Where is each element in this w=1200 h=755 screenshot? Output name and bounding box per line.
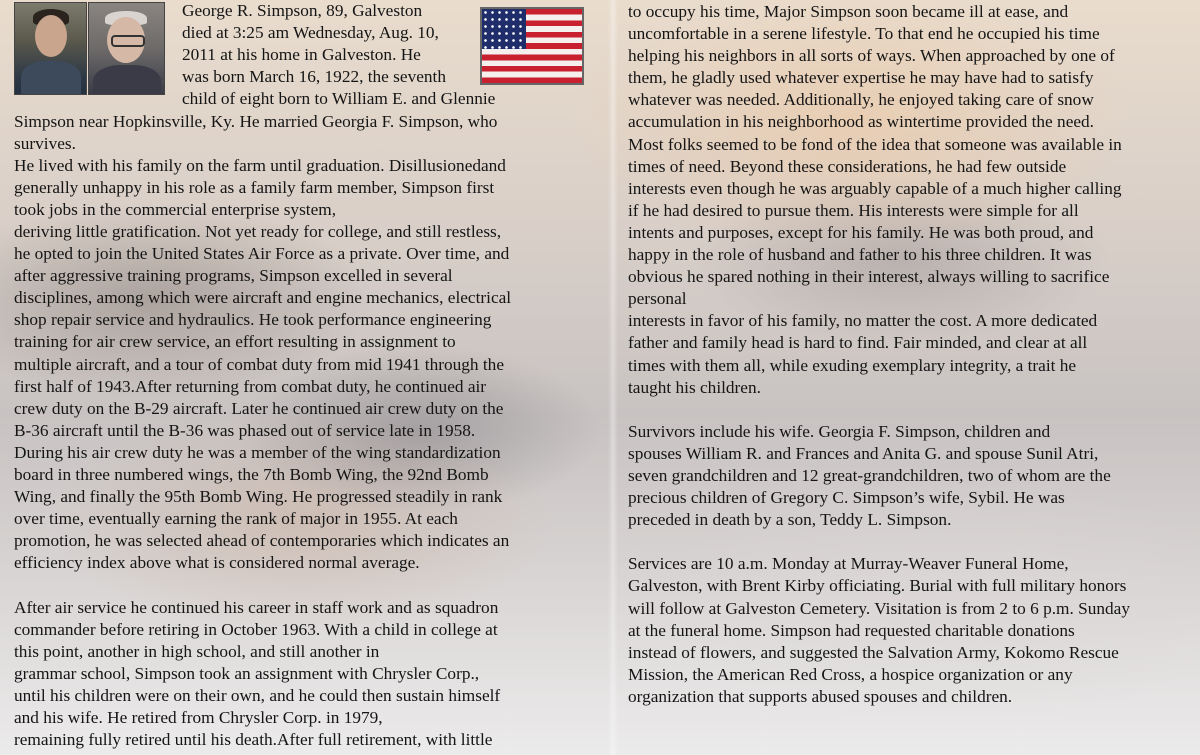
text-line: efficiency index above what is considered normal average.	[14, 553, 420, 573]
text-line: 2011 at his home in Galveston. He	[182, 45, 421, 65]
text-line: after aggressive training programs, Simpson excelled in several	[14, 266, 453, 286]
text-line: this point, another in high school, and still another in	[14, 641, 380, 661]
text-line: seven grandchildren and 12 great-grandchildren, two of whom are the	[628, 465, 1111, 485]
text-line: grammar school, Simpson took an assignment with Chrysler Corp.,	[14, 663, 480, 683]
text-line: instead of flowers, and suggested the Salvation Army, Kokomo Rescue	[628, 642, 1119, 662]
text-line: survives.	[14, 133, 76, 153]
text-line: intents and purposes, except for his family. He was both proud, and	[628, 222, 1094, 242]
text-line: precious children of Gregory C. Simpson’s wife, Sybil. He was	[628, 488, 1065, 508]
text-line: accumulation in his neighborhood as wintertime provided the need.	[628, 112, 1094, 132]
text-line: training for air crew service, an effort resulting in assignment to	[14, 332, 456, 352]
text-line: preceded in death by a son, Teddy L. Simpson.	[628, 510, 952, 530]
text-line: until his children were on their own, and he could then sustain himself	[14, 685, 501, 705]
text-line: During his air crew duty he was a member of the wing standardization	[14, 442, 501, 462]
text-line: will follow at Galveston Cemetery. Visitation is from 2 to 6 p.m. Sunday	[628, 598, 1130, 618]
text-line: generally unhappy in his role as a family farm member, Simpson first	[14, 177, 495, 197]
left-text-column	[14, 0, 604, 751]
text-line: Survivors include his wife. Georgia F. Simpson, children and	[628, 421, 1051, 441]
text-line: died at 3:25 am Wednesday, Aug. 10,	[182, 23, 439, 43]
text-line: father and family head is hard to find. Fair minded, and clear at all	[628, 333, 1088, 353]
obituary-intro	[182, 0, 496, 110]
right-text-column	[628, 1, 1198, 708]
text-line: B-36 aircraft until the B-36 was phased out of service late in 1958.	[14, 420, 476, 440]
text-line: Galveston, with Brent Kirby officiating. Burial with full military honors	[628, 576, 1127, 596]
text-line: organization that supports abused spouses and children.	[628, 686, 1013, 706]
text-line: Simpson near Hopkinsville, Ky. He married Georgia F. Simpson, who	[14, 111, 498, 131]
text-line: and his wife. He retired from Chrysler Corp. in 1979,	[14, 708, 383, 728]
text-line: times of need. Beyond these considerations, he had few outside	[628, 156, 1067, 176]
text-line: took jobs in the commercial enterprise system,	[14, 199, 337, 219]
text-line: remaining fully retired until his death.After full retirement, with little	[14, 730, 493, 750]
text-line: multiple aircraft, and a tour of combat duty from mid 1941 through the	[14, 354, 504, 374]
text-line: to occupy his time, Major Simpson soon became ill at ease, and	[628, 2, 1069, 21]
text-line: Services are 10 a.m. Monday at Murray-Weaver Funeral Home,	[628, 554, 1069, 574]
text-line: commander before retiring in October 1963. With a child in college at	[14, 619, 498, 639]
text-line: them, he gladly used whatever expertise he may have had to satisfy	[628, 68, 1094, 88]
text-line: was born March 16, 1922, the seventh	[182, 67, 446, 87]
text-line: He lived with his family on the farm until graduation. Disillusionedand	[14, 155, 506, 175]
text-line: spouses William R. and Frances and Anita G. and spouse Sunil Atri,	[628, 443, 1099, 463]
text-line: happy in the role of husband and father to his three children. It was	[628, 245, 1092, 265]
text-line: Mission, the American Red Cross, a hospice organization or any	[628, 664, 1073, 684]
text-line: uncomfortable in a serene lifestyle. To that end he occupied his time	[628, 24, 1100, 44]
text-line: he opted to join the United States Air Force as a private. Over time, and	[14, 244, 510, 264]
text-line: times with them all, while exuding exemplary integrity, a trait he	[628, 355, 1077, 375]
text-line: interests in favor of his family, no matter the cost. A more dedicated	[628, 311, 1098, 331]
obituary-body-left	[14, 0, 604, 751]
text-line: taught his children.	[628, 377, 761, 397]
text-line: Most folks seemed to be fond of the idea that someone was available in	[628, 134, 1122, 154]
text-line: whatever was needed. Additionally, he enjoyed taking care of snow	[628, 90, 1094, 110]
text-line: first half of 1943.After returning from combat duty, he continued air	[14, 376, 487, 396]
text-line: if he had desired to pursue them. His interests were simple for all	[628, 200, 1079, 220]
obituary-body-right	[628, 1, 1198, 708]
text-line: obvious he spared nothing in their interest, always willing to sacrifice	[628, 267, 1110, 287]
text-line: helping his neighbors in all sorts of ways. When approached by one of	[628, 46, 1115, 66]
paragraph-gap	[14, 574, 604, 596]
text-line: crew duty on the B-29 aircraft. Later he continued air crew duty on the	[14, 398, 504, 418]
text-line: disciplines, among which were aircraft and engine mechanics, electrical	[14, 288, 512, 308]
text-line: George R. Simpson, 89, Galveston	[182, 1, 423, 20]
text-line: shop repair service and hydraulics. He took performance engineering	[14, 310, 492, 330]
text-line: child of eight born to William E. and Glennie	[182, 89, 496, 109]
paragraph-gap	[628, 531, 1198, 553]
text-line: board in three numbered wings, the 7th Bomb Wing, the 92nd Bomb	[14, 465, 489, 484]
text-line: promotion, he was selected ahead of contemporaries which indicates an	[14, 531, 510, 551]
paragraph-gap	[628, 399, 1198, 421]
text-line: personal	[628, 289, 687, 309]
text-line: at the funeral home. Simpson had requested charitable donations	[628, 620, 1075, 640]
text-line: deriving little gratification. Not yet ready for college, and still restless,	[14, 221, 502, 241]
column-divider	[608, 0, 618, 755]
text-line: After air service he continued his career in staff work and as squadron	[14, 597, 499, 617]
text-line: over time, eventually earning the rank of major in 1955. At each	[14, 509, 458, 529]
text-line: Wing, and finally the 95th Bomb Wing. He progressed steadily in rank	[14, 487, 503, 507]
text-line: interests even though he was arguably capable of a much higher calling	[628, 178, 1122, 198]
